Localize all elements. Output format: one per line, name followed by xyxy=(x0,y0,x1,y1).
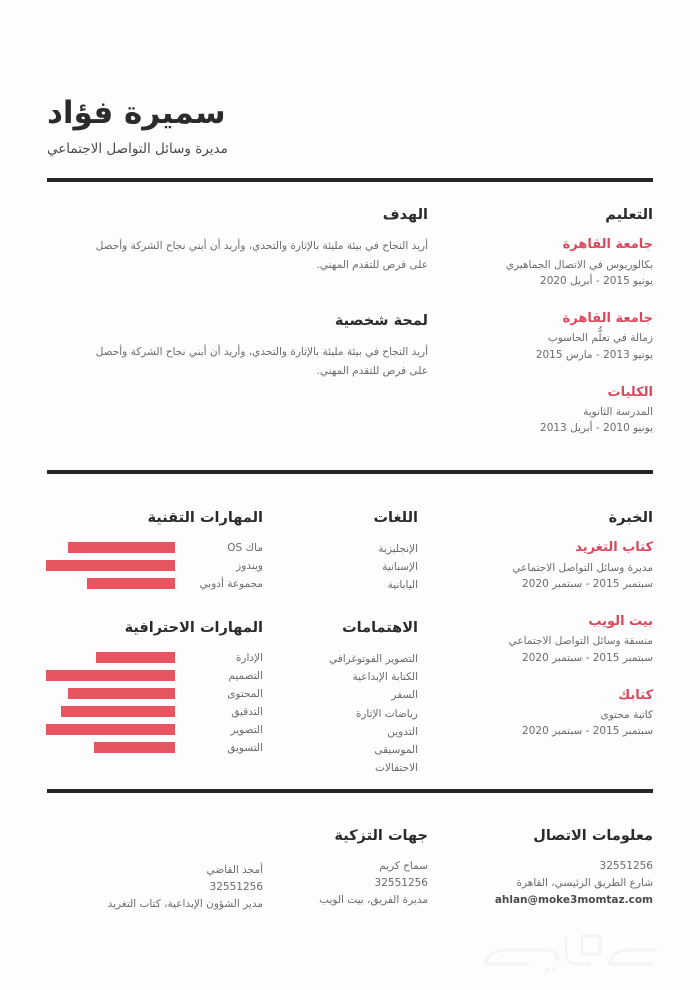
skill-bar-fill xyxy=(96,652,175,663)
skill-bar-fill xyxy=(94,742,175,753)
education-date: يونيو 2010 - أبريل 2013 xyxy=(540,422,653,435)
candidate-name: سميرة فؤاد xyxy=(47,95,226,131)
experience-role: كاتبة محتوى xyxy=(600,709,653,722)
experience-date: سبتمبر 2015 - سبتمبر 2020 xyxy=(522,725,653,738)
education-entry xyxy=(448,311,653,363)
skill-row xyxy=(46,722,263,737)
skill-row xyxy=(46,740,263,755)
skill-bar-fill xyxy=(61,706,175,717)
contact-address: شارع الطريق الرئيسي، القاهرة xyxy=(516,877,653,890)
interest-item: السفر xyxy=(391,689,418,702)
reference-name: أمجد القاضي xyxy=(206,864,263,876)
skill-bar-track xyxy=(46,724,175,735)
language-item: اليابانية xyxy=(387,579,418,592)
education-degree: زمالة في تعلُّم الحاسوب xyxy=(547,332,653,345)
skill-bar-track xyxy=(46,578,175,589)
skill-bar-fill xyxy=(46,560,175,571)
education-degree: المدرسة الثانوية xyxy=(583,406,653,419)
reference-phone: 32551256 xyxy=(374,877,428,890)
skill-label: ويندوز xyxy=(236,559,263,572)
experience-date: سبتمبر 2015 - سبتمبر 2020 xyxy=(522,651,653,664)
education-school: الكليات xyxy=(607,384,653,400)
skill-bar-track xyxy=(46,742,175,753)
skill-row xyxy=(46,540,263,555)
interest-item: الاحتفالات xyxy=(375,761,418,774)
education-entry xyxy=(448,237,653,289)
interests-section xyxy=(288,620,418,777)
technical-skills-title: المهارات التقنية xyxy=(147,510,263,526)
skill-row xyxy=(46,558,263,573)
interest-item: الكتابة الإبداعية xyxy=(352,671,418,684)
skill-row xyxy=(46,650,263,665)
divider-middle xyxy=(47,470,653,474)
contact-email[interactable]: ahlan@moke3momtaz.com xyxy=(494,894,653,907)
skill-bar-track xyxy=(46,670,175,681)
skill-label: التسويق xyxy=(227,741,263,754)
skill-row xyxy=(46,704,263,719)
education-school: جامعة القاهرة xyxy=(562,237,653,253)
reference-name: سماح كريم xyxy=(379,860,428,873)
skill-label: الإدارة xyxy=(235,651,263,664)
education-date: يونيو 2013 - مارس 2015 xyxy=(535,348,653,361)
experience-role: مديرة وسائل التواصل الاجتماعي xyxy=(512,561,653,574)
education-degree: بكالوريوس في الاتصال الجماهيري xyxy=(505,258,653,271)
experience-entry xyxy=(448,614,653,666)
divider-bottom xyxy=(47,789,653,793)
education-date: يونيو 2015 - أبريل 2020 xyxy=(540,274,653,287)
references-section xyxy=(268,828,428,909)
skill-bar-fill xyxy=(68,688,175,699)
experience-company: بيت الويب xyxy=(588,614,653,630)
education-title: التعليم xyxy=(605,207,653,223)
divider-top xyxy=(47,178,653,182)
contact-phone: 32551256 xyxy=(599,860,653,873)
interest-item: رياضات الإثارة xyxy=(355,707,418,720)
skill-bar-track xyxy=(46,560,175,571)
skill-label: التصميم xyxy=(228,669,263,682)
reference-entry-secondary xyxy=(46,862,263,913)
skill-bar-track xyxy=(46,652,175,663)
personal-summary-section xyxy=(83,313,428,380)
education-section xyxy=(448,207,653,437)
technical-skills-section xyxy=(46,510,263,594)
contact-section xyxy=(448,828,653,909)
language-item: الإنجليزية xyxy=(378,543,418,556)
experience-role: منسقة وسائل التواصل الاجتماعي xyxy=(508,635,653,648)
skill-bar-track xyxy=(46,542,175,553)
languages-title: اللغات xyxy=(373,510,418,526)
objective-title: الهدف xyxy=(382,207,428,223)
interest-item: التصوير الفوتوغرافي xyxy=(328,653,418,666)
education-school: جامعة القاهرة xyxy=(562,311,653,327)
skill-label: التدقيق xyxy=(231,705,263,718)
skill-row xyxy=(46,576,263,591)
interest-item: التدوين xyxy=(387,725,418,738)
professional-skills-section xyxy=(46,620,263,758)
skill-bar-fill xyxy=(46,724,175,735)
skill-label: مجموعة أدوبي xyxy=(199,577,263,590)
experience-company: كتاب التغريد xyxy=(575,540,653,556)
skill-bar-fill xyxy=(87,578,175,589)
interest-item: الموسيقى xyxy=(374,743,418,756)
experience-company: كتابك xyxy=(618,687,653,703)
experience-section xyxy=(448,510,653,740)
skill-label: التصوير xyxy=(230,723,263,736)
languages-section xyxy=(288,510,418,595)
language-item: الإسبانية xyxy=(382,561,418,574)
references-title: جهات التزكية xyxy=(334,828,428,844)
skill-bar-fill xyxy=(68,542,175,553)
education-entry xyxy=(448,385,653,437)
skill-bar-fill xyxy=(46,670,175,681)
experience-entry xyxy=(448,540,653,592)
personal-summary-title: لمحة شخصية xyxy=(334,313,428,329)
skill-label: ماك OS xyxy=(227,541,263,554)
reference-role: مدير الشؤون الإبداعية، كتاب التغريد xyxy=(107,898,263,910)
resume-header xyxy=(47,96,653,157)
skill-row xyxy=(46,668,263,683)
contact-title: معلومات الاتصال xyxy=(533,828,653,844)
objective-text: أريد النجاح في بيئة مليئة بالإثارة والتحدي، وأريد أن أبني نجاح الشركة وأحصل على فرص للتقدم المهني. xyxy=(95,240,428,271)
interests-title: الاهتمامات xyxy=(342,620,418,636)
skill-label: المحتوى xyxy=(227,687,263,700)
reference-phone: 32551256 xyxy=(209,881,263,893)
objective-section xyxy=(83,207,428,274)
candidate-job-title: مديرة وسائل التواصل الاجتماعي xyxy=(47,140,228,157)
reference-role: مديرة الفريق، بيت الويب xyxy=(319,894,428,907)
personal-summary-text: أريد النجاح في بيئة مليئة بالإثارة والتحدي، وأريد أن أبني نجاح الشركة وأحصل على فرص للتقدم المهني. xyxy=(95,346,428,377)
experience-title: الخبرة xyxy=(608,510,653,526)
experience-entry xyxy=(448,688,653,740)
experience-date: سبتمبر 2015 - سبتمبر 2020 xyxy=(522,577,653,590)
haraj-watermark xyxy=(470,920,670,982)
skill-bar-track xyxy=(46,688,175,699)
skill-bar-track xyxy=(46,706,175,717)
skill-row xyxy=(46,686,263,701)
professional-skills-title: المهارات الاحترافية xyxy=(124,620,263,636)
